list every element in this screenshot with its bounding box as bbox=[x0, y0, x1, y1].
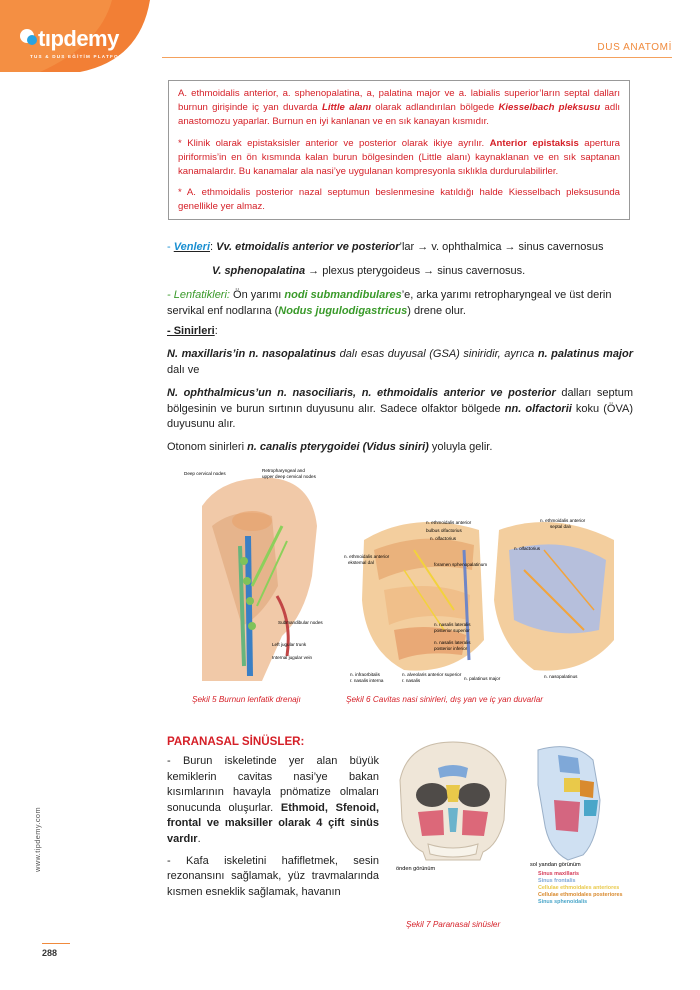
fig6-label-lat-post-sup-2: posterior superior bbox=[434, 628, 470, 633]
fig6-label-nasopalatinus: n. nasopalatinus bbox=[544, 674, 578, 679]
note-paragraph-3: * A. ethmoidalis posterior nazal septumun beslenmesine katıldığı halde Kiesselbach pleksusunda genellikle yer almaz. bbox=[178, 187, 620, 213]
fig6-label-olfactorius-right: n. olfactorius bbox=[514, 546, 541, 551]
venous-line-2: V. sphenopalatina → plexus pterygoideus → sinus cavernosus. bbox=[212, 265, 526, 277]
figure-7-illustration bbox=[388, 740, 638, 915]
fig5-label-upper-deep: upper deep cervical nodes bbox=[262, 474, 316, 479]
fig6-label-ethmoidalis-ext-1: n. ethmoidalis anterior bbox=[344, 554, 390, 559]
brand-tagline: TUS & DUS EĞİTİM PLATFORMU bbox=[30, 54, 133, 59]
note-paragraph-2: * Klinik olarak epistaksisler anterior ve posterior olarak ikiye ayrılır. Anterior epistaksis apertura piriformis’in en ön kısmında kalan burun bölgesinden (Little alanı) kaynaklanan ve en sık saptanan kanamalardır. Bu kanamalar ala nasi’ye uygulanan kompresyonla sıklıkla durdurulabilirler. bbox=[178, 137, 620, 178]
paranasal-paragraph-2: - Kafa iskeletini hafifletmek, sesin rezonansını sağlamak, yüz travmalarında kısmen esneklik sağlamak, havanın bbox=[167, 854, 379, 898]
header-divider bbox=[162, 57, 672, 58]
figure-5-caption: Şekil 5 Burnun lenfatik drenajı bbox=[192, 695, 301, 704]
fig6-label-lat-post-inf-1: n. nasalis lateralis bbox=[434, 640, 471, 645]
figure-6-illustration bbox=[344, 510, 634, 690]
lymph-paragraph: - Lenfatikleri: Ön yarımı nodi submandibulares’e, arka yarımı retropharyngeal ve üst derin servikal enf nodlarına (Nodus jugulodigastricus) drene olur. bbox=[167, 289, 612, 317]
paranasal-title: PARANASAL SİNÜSLER: bbox=[167, 735, 305, 748]
fig6-label-palatinus-major: n. palatinus major bbox=[464, 676, 501, 681]
fig5-label-retropharyngeal: Retropharyngeal and bbox=[262, 468, 305, 473]
fig6-label-lat-post-sup-1: n. nasalis lateralis bbox=[434, 622, 471, 627]
figure-6-caption: Şekil 6 Cavitas nasi sinirleri, dış yan ve iç yan duvarlar bbox=[346, 695, 544, 704]
page-number: 288 bbox=[42, 948, 58, 958]
fig7-view-side: sol yandan görünüm bbox=[530, 862, 581, 868]
fig7-legend-frontalis: Sinus frontalis bbox=[538, 878, 576, 884]
fig6-label-septal-1: n. ethmoidalis anterior bbox=[540, 518, 586, 523]
brand-name: tıpdemy bbox=[38, 26, 119, 51]
nerves-paragraph-2: N. ophthalmicus’un n. nasociliaris, n. ethmoidalis anterior ve posterior dalları septum bölgesinin ve burun sırtının duyusunu alır. Sadece olfaktor bölgede nn. olfactorii koku (ÖVA) duyusunu alır. bbox=[167, 387, 634, 430]
fig6-label-olfactorius: n. olfactorius bbox=[430, 536, 457, 541]
note-box bbox=[168, 80, 630, 220]
paranasal-paragraph-1: - Burun iskeletinde yer alan büyük kemiklerin cavitas nasi’ye bakan kısımlarının havayla pnömatize olmaları sonucunda oluşurlar. Ethmoid, Sfenoid, frontal ve maksiller olarak 4 çift sinüs vardır. bbox=[167, 755, 379, 845]
note-paragraph-1: A. ethmoidalis anterior, a. sphenopalatina, a, palatina major ve a. labialis superior’ların septal dalları burnun girişinde iç yan duvarda Little alanı olarak adlandırılan bölgede Kiesselbach pleksusu adlı anastomozu yaparlar. Burnun en iyi kanlanan ve en sık kanayan kısmıdır. bbox=[178, 88, 621, 128]
nerves-title: - Sinirleri: bbox=[167, 325, 218, 337]
fig6-label-r-nasalis: r. nasalis bbox=[402, 678, 421, 683]
fig6-label-nasalis-interna: r. nasalis interna bbox=[350, 678, 384, 683]
fig6-label-ethmoidalis-ext-2: ekstemal dal bbox=[348, 560, 374, 565]
figure-5-illustration bbox=[184, 466, 338, 686]
fig6-label-bulbus: bulbus olfactorius bbox=[426, 528, 462, 533]
side-url[interactable]: www.tipdemy.com bbox=[33, 806, 42, 872]
fig6-label-foramen: foramen sphenopalatinum bbox=[434, 562, 488, 567]
paranasal-text bbox=[167, 754, 379, 900]
fig7-legend-ethmoid-ant: Cellulae ethmoidales anteriores bbox=[538, 885, 620, 891]
figure-7-caption: Şekil 7 Paranasal sinüsler bbox=[406, 920, 501, 929]
section-header: DUS ANATOMİ bbox=[597, 42, 672, 53]
page-number-rule bbox=[42, 943, 70, 944]
fig7-legend-sphenoidalis: Sinus sphenoidalis bbox=[538, 899, 588, 905]
fig7-legend-ethmoid-post: Cellulae ethmoidales posteriores bbox=[538, 892, 623, 898]
fig6-label-lat-post-inf-2: posterior inferior bbox=[434, 646, 468, 651]
venous-line-1: - Venleri: Vv. etmoidalis anterior ve posterior’lar → v. ophthalmica → sinus cavernosus bbox=[167, 241, 604, 253]
fig5-label-submandibular: Submandibular nodes bbox=[278, 620, 323, 625]
fig6-label-alveolaris: n. alveolaris anterior superior bbox=[402, 672, 462, 677]
nerves-paragraph-3: Otonom sinirleri n. canalis pterygoidei (Vidus siniri) yoluyla gelir. bbox=[167, 441, 493, 453]
fig6-label-septal-2: septal dalı bbox=[550, 524, 571, 529]
brand-logo[interactable] bbox=[0, 0, 150, 72]
nerves-paragraph-1: N. maxillaris’in n. nasopalatinus dalı esas duyusal (GSA) siniridir, ayrıca n. palatinus major dalı ve bbox=[167, 348, 633, 376]
fig6-label-ethmoidalis-ant: n. ethmoidalis anterior bbox=[426, 520, 472, 525]
fig5-label-internal-jugular: Internal jugular vein bbox=[272, 655, 313, 660]
fig7-view-front: önden görünüm bbox=[396, 866, 436, 872]
fig5-label-deep-cervical: Deep cervical nodes bbox=[184, 471, 226, 476]
fig5-label-jugular-trunk: Left jugular trunk bbox=[272, 642, 307, 647]
fig7-legend-maxillaris: Sinus maxillaris bbox=[538, 871, 580, 877]
fig6-label-infraorbitalis: n. infraorbitalis bbox=[350, 672, 380, 677]
venleri-link[interactable]: Venleri bbox=[173, 241, 211, 253]
